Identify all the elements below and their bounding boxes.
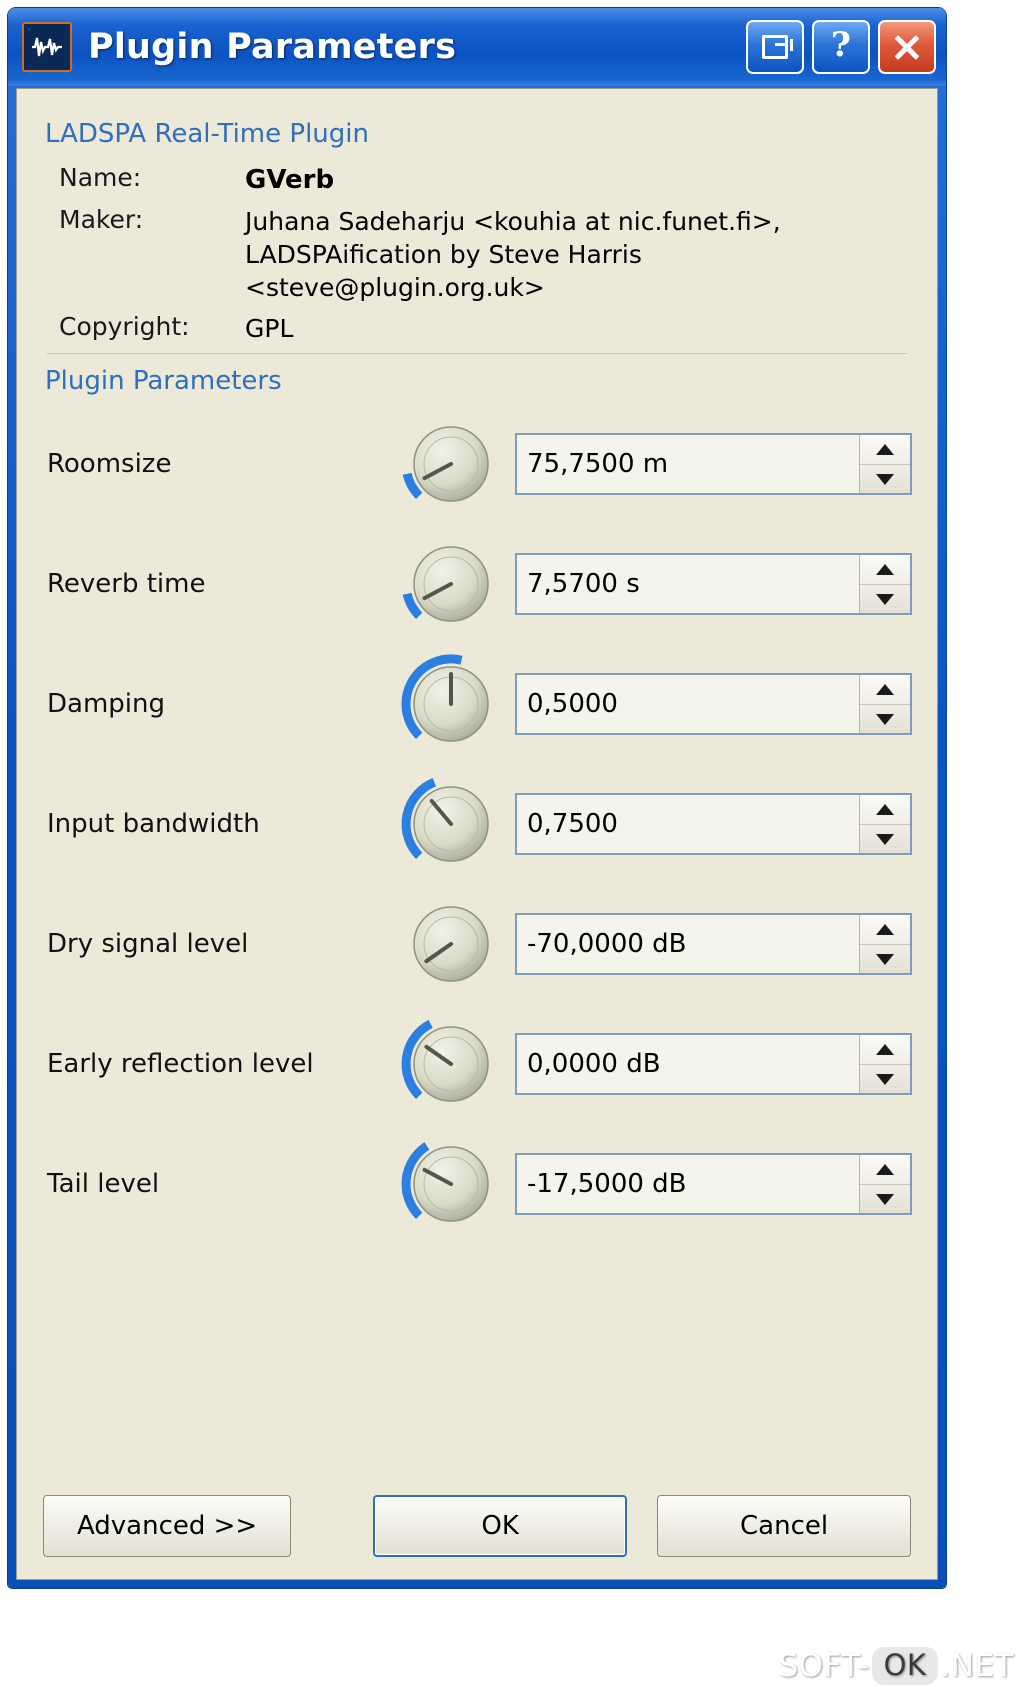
info-key-copyright: Copyright: (59, 312, 190, 342)
title-bar[interactable] (8, 8, 946, 86)
parameter-row (43, 644, 911, 764)
knob-icon (399, 1132, 503, 1236)
parameter-row (43, 884, 911, 1004)
info-value-name: GVerb (245, 165, 335, 195)
knob-icon (399, 772, 503, 876)
watermark-pill: OK (872, 1647, 939, 1685)
watermark-suffix: .NET (940, 1648, 1014, 1684)
parameter-value-input[interactable] (517, 795, 859, 853)
plugin-parameters-group-label: Plugin Parameters (45, 366, 282, 397)
parameters-list (43, 404, 911, 1244)
close-button[interactable] (878, 20, 936, 74)
window-controls (746, 20, 936, 74)
spinner-down-button[interactable] (860, 945, 910, 974)
close-icon (892, 32, 922, 62)
parameter-spinner[interactable] (515, 1033, 912, 1095)
spinner-up-button[interactable] (860, 1155, 910, 1185)
parameter-knob[interactable] (399, 772, 503, 876)
parameter-row (43, 1004, 911, 1124)
parameter-knob[interactable] (399, 892, 503, 996)
info-row (59, 163, 911, 197)
arrow-up-icon (876, 1044, 894, 1055)
spinner-down-button[interactable] (860, 465, 910, 494)
arrow-up-icon (876, 444, 894, 455)
spinner-up-button[interactable] (860, 555, 910, 585)
parameter-spinner[interactable] (515, 433, 912, 495)
parameter-value-input[interactable] (517, 1035, 859, 1093)
parameter-knob[interactable] (399, 412, 503, 516)
parameter-knob[interactable] (399, 652, 503, 756)
parameter-label: Reverb time (47, 569, 206, 600)
parameter-spinner[interactable] (515, 673, 912, 735)
spinner-down-button[interactable] (860, 825, 910, 854)
info-row (59, 205, 911, 304)
parameter-knob[interactable] (399, 1012, 503, 1116)
spinner-buttons (859, 795, 910, 853)
arrow-down-icon (876, 474, 894, 485)
info-value-copyright: GPL (245, 314, 294, 344)
arrow-up-icon (876, 804, 894, 815)
parameter-knob[interactable] (399, 1132, 503, 1236)
knob-icon (399, 892, 503, 996)
info-value-maker: Juhana Sadeharju <kouhia at nic.funet.fi>, LADSPAification by Steve Harris <steve@plugin.org.uk> (245, 207, 781, 303)
window-title: Plugin Parameters (88, 27, 457, 67)
parameter-spinner[interactable] (515, 913, 912, 975)
plugin-info-table (59, 163, 911, 345)
parameter-value-input[interactable] (517, 675, 859, 733)
parameter-value-input[interactable] (517, 555, 859, 613)
help-button[interactable]: ? (812, 20, 870, 74)
spinner-down-button[interactable] (860, 1065, 910, 1094)
parameter-label: Early reflection level (47, 1049, 314, 1080)
spinner-buttons (859, 1035, 910, 1093)
spinner-buttons (859, 555, 910, 613)
section-divider (47, 353, 907, 354)
spinner-buttons (859, 915, 910, 973)
arrow-down-icon (876, 714, 894, 725)
ok-button[interactable]: OK (373, 1495, 627, 1557)
dialog-client-area (16, 88, 938, 1580)
parameter-knob[interactable] (399, 532, 503, 636)
info-key-name: Name: (59, 163, 142, 192)
restore-icon (762, 35, 788, 59)
info-row (59, 312, 911, 345)
parameter-spinner[interactable] (515, 793, 912, 855)
spinner-up-button[interactable] (860, 435, 910, 465)
spinner-buttons (859, 675, 910, 733)
spinner-down-button[interactable] (860, 705, 910, 734)
advanced-button[interactable]: Advanced >> (43, 1495, 291, 1557)
parameter-value-input[interactable] (517, 1155, 859, 1213)
waveform-icon (22, 22, 72, 72)
watermark-prefix: SOFT- (778, 1648, 870, 1684)
parameter-label: Tail level (47, 1169, 160, 1200)
parameter-row (43, 404, 911, 524)
parameter-value-input[interactable] (517, 435, 859, 493)
restore-button[interactable] (746, 20, 804, 74)
spinner-buttons (859, 435, 910, 493)
parameter-row (43, 524, 911, 644)
cancel-button[interactable]: Cancel (657, 1495, 911, 1557)
spinner-up-button[interactable] (860, 675, 910, 705)
arrow-down-icon (876, 594, 894, 605)
parameter-row (43, 764, 911, 884)
spinner-up-button[interactable] (860, 1035, 910, 1065)
watermark (778, 1647, 1014, 1685)
dialog-buttons (43, 1495, 911, 1557)
ladspa-group-label: LADSPA Real-Time Plugin (45, 119, 369, 149)
info-key-maker: Maker: (59, 205, 144, 235)
arrow-down-icon (876, 1074, 894, 1085)
arrow-down-icon (876, 834, 894, 845)
spinner-up-button[interactable] (860, 795, 910, 825)
arrow-down-icon (876, 1194, 894, 1205)
plugin-parameters-window (8, 8, 946, 1588)
arrow-up-icon (876, 684, 894, 695)
arrow-up-icon (876, 564, 894, 575)
parameter-spinner[interactable] (515, 1153, 912, 1215)
parameter-label: Dry signal level (47, 929, 249, 960)
knob-icon (399, 532, 503, 636)
spinner-down-button[interactable] (860, 1185, 910, 1214)
parameter-spinner[interactable] (515, 553, 912, 615)
arrow-up-icon (876, 1164, 894, 1175)
spinner-up-button[interactable] (860, 915, 910, 945)
parameter-value-input[interactable] (517, 915, 859, 973)
parameter-row (43, 1124, 911, 1244)
knob-icon (399, 1012, 503, 1116)
spinner-down-button[interactable] (860, 585, 910, 614)
spinner-buttons (859, 1155, 910, 1213)
arrow-up-icon (876, 924, 894, 935)
parameter-label: Damping (47, 689, 165, 720)
knob-icon (399, 412, 503, 516)
parameter-label: Input bandwidth (47, 809, 260, 840)
knob-icon (399, 652, 503, 756)
parameter-label: Roomsize (47, 449, 172, 480)
arrow-down-icon (876, 954, 894, 965)
